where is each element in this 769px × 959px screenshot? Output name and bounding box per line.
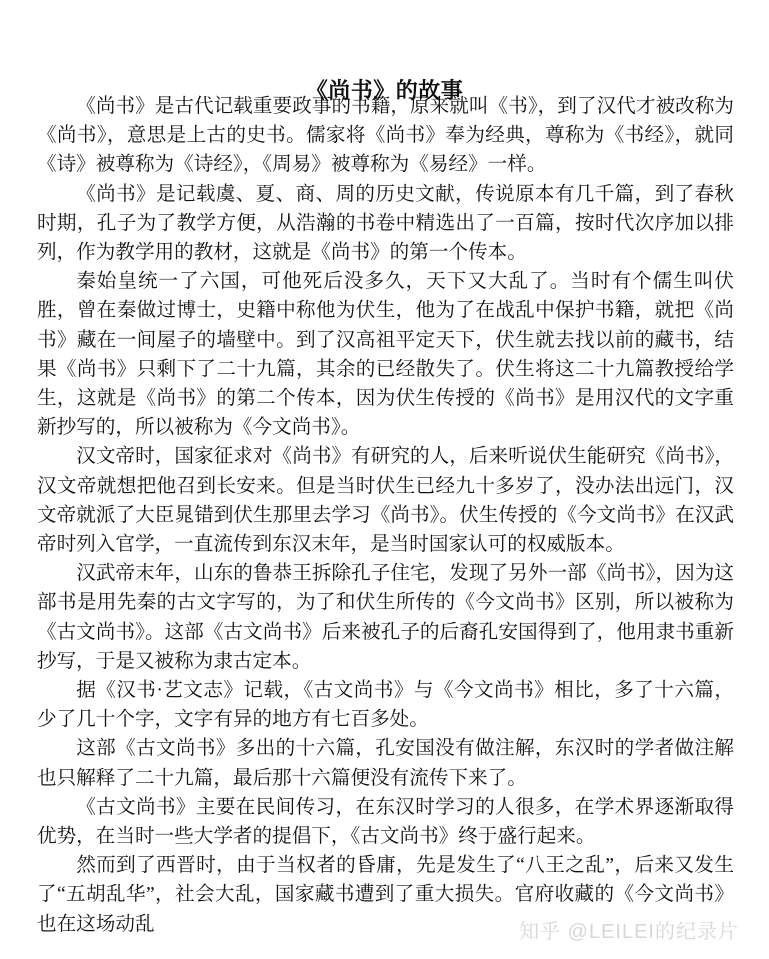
paragraph: 《古文尚书》主要在民间传习，在东汉时学习的人很多，在学术界逐渐取得优势，在当时一些大学者的提倡下，《古文尚书》终于盛行起来。 [37, 796, 734, 848]
paragraph: 据《汉书·艺文志》记载，《古文尚书》与《今文尚书》相比，多了十六篇，少了几十个字，文字有异的地方有七百多处。 [37, 680, 734, 731]
paragraph: 秦始皇统一了六国，可他死后没多久，天下又大乱了。当时有个儒生叫伏胜，曾在秦做过博士，史籍中称他为伏生，他为了在战乱中保护书籍，就把《尚书》藏在一间屋子的墙壁中。到了汉高祖平定天下，伏生就去找以前的藏书，结果《尚书》只剩下了二十九篇，其余的已经散失了。伏生将这二十九篇教授给学生，这就是《尚书》的第二个传本，因为伏生传授的《尚书》是用汉代的文字重新抄写的，所以被称为《今文尚书》。 [37, 271, 734, 439]
paragraph: 然而到了西晋时，由于当权者的昏庸，先是发生了“八王之乱”，后来又发生了“五胡乱华”，社会大乱，国家藏书遭到了重大损失。官府收藏的《今文尚书》也在这场动乱 [37, 855, 734, 935]
paragraph: 汉文帝时，国家征求对《尚书》有研究的人，后来听说伏生能研究《尚书》，汉文帝就想把他召到长安来。但是当时伏生已经九十多岁了，没办法出远门，汉文帝就派了大臣晁错到伏生那里去学习《尚书》。伏生传授的《今文尚书》在汉武帝时列入官学，一直流传到东汉末年，是当时国家认可的权威版本。 [37, 446, 734, 556]
paragraph: 汉武帝末年，山东的鲁恭王拆除孔子住宅，发现了另外一部《尚书》，因为这部书是用先秦的古文字写的，为了和伏生所传的《今文尚书》区别，所以被称为《古文尚书》。这部《古文尚书》后来被孔子的后裔孔安国得到了，他用隶书重新抄写，于是又被称为隶古定本。 [37, 563, 734, 672]
document-body [37, 92, 734, 939]
paragraph: 这部《古文尚书》多出的十六篇，孔安国没有做注解，东汉时的学者做注解也只解释了二十九篇，最后那十六篇便没有流传下来了。 [37, 738, 734, 789]
page-title: 《尚书》的故事 [305, 77, 464, 103]
paragraph: 《尚书》是古代记载重要政事的书籍，原来就叫《书》，到了汉代才被改称为《尚书》，意思是上古的史书。儒家将《尚书》奉为经典，尊称为《书经》，就同《诗》被尊称为《诗经》，《周易》被尊称为《易经》一样。 [37, 96, 734, 176]
paragraph: 《尚书》是记载虞、夏、商、周的历史文献，传说原本有几千篇，到了春秋时期，孔子为了教学方便，从浩瀚的书卷中精选出了一百篇，按时代次序加以排列，作为教学用的教材，这就是《尚书》的第一个传本。 [37, 183, 734, 264]
zhihu-watermark: 知乎 @LEILEI的纪录片 [519, 921, 739, 943]
